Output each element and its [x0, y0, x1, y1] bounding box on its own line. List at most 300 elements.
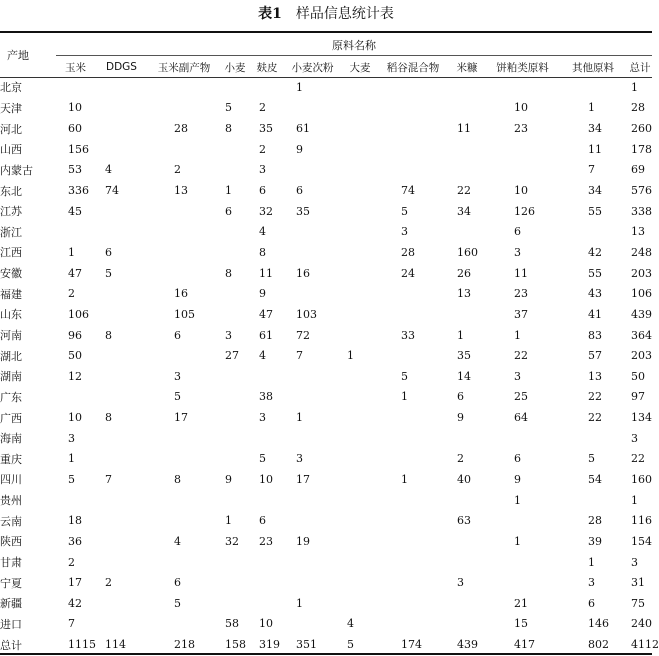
column-header: 米糠	[456, 61, 478, 74]
table-cell: 6	[514, 225, 521, 239]
table-cell: 34	[457, 204, 471, 218]
table-cell	[220, 387, 250, 408]
column-header: 小麦次粉	[291, 61, 334, 74]
table-cell: 156	[68, 142, 89, 156]
table-cell: 2	[174, 163, 181, 177]
table-row	[0, 387, 652, 408]
table-cell: 47	[68, 266, 82, 280]
table-cell: 22	[514, 349, 528, 363]
table-cell: 74	[105, 184, 119, 198]
table-cell	[341, 98, 379, 119]
column-header: DDGS	[106, 61, 137, 73]
table-cell: 57	[588, 349, 602, 363]
row-label: 河北	[0, 122, 22, 136]
table-cell	[379, 118, 447, 139]
row-label: 甘肃	[0, 556, 22, 570]
table-cell: 7	[588, 163, 595, 177]
column-header: 大麦	[349, 61, 371, 74]
table-cell: 9	[457, 411, 464, 425]
table-cell: 3	[631, 555, 638, 569]
table-cell: 34	[588, 184, 602, 198]
table-row	[0, 614, 652, 635]
table-cell	[341, 180, 379, 201]
table-row	[0, 572, 652, 593]
table-cell: 154	[631, 534, 652, 548]
table-cell: 3	[296, 452, 303, 466]
table-cell	[95, 345, 148, 366]
table-cell	[284, 552, 341, 573]
table-cell: 13	[174, 184, 188, 198]
table-cell	[379, 77, 447, 98]
table-cell: 5	[174, 596, 181, 610]
row-label: 贵州	[0, 494, 22, 508]
table-cell	[379, 531, 447, 552]
table-cell	[487, 428, 558, 449]
row-label: 广西	[0, 411, 22, 425]
table-cell	[250, 490, 284, 511]
table-cell: 106	[631, 287, 652, 301]
origin-header: 产地	[7, 49, 29, 62]
table-cell: 9	[225, 472, 232, 486]
column-header: 饼粕类原料	[496, 61, 549, 74]
table-cell: 1	[225, 514, 232, 528]
row-label: 天津	[0, 101, 22, 115]
table-cell: 3	[259, 163, 266, 177]
table-cell	[447, 77, 487, 98]
table-cell: 26	[457, 266, 471, 280]
table-cell	[95, 118, 148, 139]
table-cell	[447, 428, 487, 449]
table-cell	[379, 304, 447, 325]
table-cell: 31	[631, 576, 645, 590]
table-cell: 1	[514, 493, 521, 507]
table-cell: 802	[588, 638, 609, 652]
table-cell: 116	[631, 514, 652, 528]
table-cell	[148, 345, 220, 366]
table-cell: 10	[259, 472, 273, 486]
table-cell: 60	[68, 122, 82, 136]
table-cell	[250, 77, 284, 98]
table-cell	[341, 77, 379, 98]
table-cell	[447, 160, 487, 181]
table-cell: 42	[68, 596, 82, 610]
table-cell	[341, 325, 379, 346]
table-cell: 5	[347, 638, 354, 652]
row-label: 山东	[0, 308, 22, 322]
table-cell	[284, 283, 341, 304]
table-cell	[250, 593, 284, 614]
table-cell: 146	[588, 617, 609, 631]
table-cell	[220, 304, 250, 325]
table-cell: 96	[68, 328, 82, 342]
table-cell	[379, 345, 447, 366]
table-row	[0, 242, 652, 263]
table-cell: 63	[457, 514, 471, 528]
table-cell	[95, 614, 148, 635]
table-cell	[341, 490, 379, 511]
table-cell	[220, 593, 250, 614]
table-cell: 47	[259, 307, 273, 321]
table-row	[0, 345, 652, 366]
table-row	[0, 510, 652, 531]
table-cell: 12	[68, 369, 82, 383]
table-cell	[341, 201, 379, 222]
table-cell: 1	[401, 472, 408, 486]
table-cell	[341, 449, 379, 470]
table-cell	[558, 490, 628, 511]
table-cell: 40	[457, 472, 471, 486]
table-cell	[558, 428, 628, 449]
table-cell: 15	[514, 617, 528, 631]
table-cell	[284, 614, 341, 635]
table-cell: 28	[174, 122, 188, 136]
table-cell	[341, 387, 379, 408]
table-row	[0, 283, 652, 304]
table-cell: 17	[174, 411, 188, 425]
table-cell: 5	[401, 369, 408, 383]
table-cell: 3	[401, 225, 408, 239]
row-label: 安徽	[0, 267, 22, 281]
table-cell	[558, 221, 628, 242]
table-cell	[284, 98, 341, 119]
table-cell: 203	[631, 266, 652, 280]
table-cell	[341, 531, 379, 552]
table-cell: 61	[259, 328, 273, 342]
table-cell	[284, 221, 341, 242]
table-cell	[284, 490, 341, 511]
table-cell: 27	[225, 349, 239, 363]
table-cell: 103	[296, 307, 317, 321]
table-row	[0, 552, 652, 573]
table-cell	[447, 139, 487, 160]
table-cell	[284, 387, 341, 408]
row-label: 浙江	[0, 225, 22, 239]
row-label: 云南	[0, 514, 22, 528]
table-cell: 25	[514, 390, 528, 404]
table-cell: 83	[588, 328, 602, 342]
table-row	[0, 304, 652, 325]
table-cell: 8	[105, 328, 112, 342]
table-cell: 3	[225, 328, 232, 342]
table-cell: 5	[174, 390, 181, 404]
table-cell	[379, 139, 447, 160]
table-cell: 34	[588, 122, 602, 136]
table-cell	[341, 407, 379, 428]
table-cell: 1	[401, 390, 408, 404]
table-cell: 576	[631, 184, 652, 198]
table-cell: 3	[588, 576, 595, 590]
table-cell: 336	[68, 184, 89, 198]
table-cell	[220, 283, 250, 304]
row-label: 宁夏	[0, 576, 22, 590]
bottom-rule	[0, 653, 652, 655]
table-cell: 2	[259, 101, 266, 115]
table-cell: 134	[631, 411, 652, 425]
table-cell: 6	[174, 328, 181, 342]
table-row	[0, 98, 652, 119]
table-row	[0, 490, 652, 511]
row-label: 山西	[0, 143, 22, 157]
table-cell	[341, 572, 379, 593]
table-cell	[284, 572, 341, 593]
table-cell	[220, 160, 250, 181]
table-cell: 10	[514, 184, 528, 198]
row-label: 东北	[0, 184, 22, 198]
table-cell: 22	[588, 411, 602, 425]
table-cell	[379, 572, 447, 593]
table-cell: 248	[631, 245, 652, 259]
table-cell	[447, 490, 487, 511]
table-row	[0, 180, 652, 201]
table-cell: 33	[401, 328, 415, 342]
table-cell: 22	[457, 184, 471, 198]
table-cell: 3	[68, 431, 75, 445]
column-group-header: 原料名称	[332, 39, 376, 52]
column-header: 稻谷混合物	[386, 61, 440, 74]
table-cell: 6	[105, 245, 112, 259]
top-rule	[0, 31, 652, 33]
table-cell	[379, 510, 447, 531]
row-label: 海南	[0, 432, 22, 446]
table-cell: 72	[296, 328, 310, 342]
table-cell: 8	[225, 266, 232, 280]
table-row	[0, 118, 652, 139]
table-cell	[148, 490, 220, 511]
table-cell	[379, 614, 447, 635]
table-cell: 218	[174, 638, 195, 652]
table-cell	[447, 221, 487, 242]
row-label: 总计	[0, 638, 22, 652]
table-cell	[447, 614, 487, 635]
table-cell	[148, 263, 220, 284]
table-cell	[341, 304, 379, 325]
table-cell: 160	[631, 472, 652, 486]
table-cell: 8	[105, 411, 112, 425]
table-cell	[341, 593, 379, 614]
table-cell: 5	[401, 204, 408, 218]
table-cell: 75	[631, 596, 645, 610]
table-cell: 28	[631, 101, 645, 115]
table-row	[0, 428, 652, 449]
table-cell: 1	[225, 184, 232, 198]
table-cell: 203	[631, 349, 652, 363]
table-cell	[341, 428, 379, 449]
table-cell: 1	[514, 328, 521, 342]
table-cell	[487, 552, 558, 573]
table-cell	[341, 160, 379, 181]
table-cell: 37	[514, 307, 528, 321]
table-cell: 319	[259, 638, 280, 652]
table-cell: 160	[457, 245, 478, 259]
table-cell: 1	[457, 328, 464, 342]
table-cell	[148, 98, 220, 119]
table-cell	[95, 449, 148, 470]
table-cell: 3	[514, 369, 521, 383]
table-cell: 38	[259, 390, 273, 404]
table-cell: 3	[514, 245, 521, 259]
table-cell	[95, 304, 148, 325]
table-cell: 13	[631, 225, 645, 239]
table-cell	[284, 428, 341, 449]
table-cell	[95, 221, 148, 242]
table-cell: 74	[401, 184, 415, 198]
table-cell: 7	[296, 349, 303, 363]
table-cell	[95, 366, 148, 387]
table-cell	[341, 469, 379, 490]
table-cell: 10	[68, 101, 82, 115]
row-label: 湖北	[0, 349, 22, 363]
row-label: 内蒙古	[0, 163, 33, 177]
column-header: 其他原料	[572, 61, 614, 74]
table-cell: 36	[68, 534, 82, 548]
table-cell: 2	[259, 142, 266, 156]
table-row	[0, 531, 652, 552]
row-label: 进口	[0, 617, 22, 631]
table-cell	[284, 242, 341, 263]
table-cell	[95, 98, 148, 119]
table-cell	[250, 572, 284, 593]
table-cell	[148, 242, 220, 263]
table-cell: 61	[296, 122, 310, 136]
table-cell: 126	[514, 204, 535, 218]
table-cell	[56, 221, 95, 242]
sample-statistics-table	[0, 57, 659, 655]
table-cell: 6	[174, 576, 181, 590]
table-cell	[341, 283, 379, 304]
table-cell: 64	[514, 411, 528, 425]
table-cell: 4	[259, 349, 266, 363]
table-cell	[341, 263, 379, 284]
table-cell	[447, 552, 487, 573]
table-cell	[220, 242, 250, 263]
table-cell	[95, 593, 148, 614]
table-cell: 53	[68, 163, 82, 177]
table-cell: 6	[514, 452, 521, 466]
table-cell	[220, 366, 250, 387]
table-row	[0, 366, 652, 387]
table-cell	[447, 98, 487, 119]
row-label: 湖南	[0, 370, 22, 384]
table-cell	[148, 614, 220, 635]
group-rule	[56, 55, 652, 56]
table-cell: 1	[588, 101, 595, 115]
table-cell: 1	[296, 411, 303, 425]
table-cell	[148, 449, 220, 470]
table-cell	[220, 221, 250, 242]
table-cell: 2	[68, 555, 75, 569]
table-cell	[220, 449, 250, 470]
table-cell: 22	[631, 452, 645, 466]
row-label: 河南	[0, 329, 22, 342]
table-cell: 55	[588, 204, 602, 218]
row-label: 福建	[0, 287, 22, 301]
table-cell: 50	[631, 369, 645, 383]
table-cell	[220, 552, 250, 573]
table-cell	[148, 221, 220, 242]
column-header: 麸皮	[256, 61, 278, 74]
table-cell: 2	[105, 576, 112, 590]
table-cell: 23	[514, 122, 528, 136]
table-cell	[148, 552, 220, 573]
table-body	[0, 77, 659, 655]
table-cell	[250, 552, 284, 573]
table-cell	[220, 407, 250, 428]
table-cell: 8	[259, 245, 266, 259]
table-cell	[148, 77, 220, 98]
table-cell: 35	[296, 204, 310, 218]
row-label: 江西	[0, 246, 22, 260]
row-label: 四川	[0, 473, 22, 487]
table-caption	[0, 3, 652, 23]
table-cell: 1	[296, 596, 303, 610]
table-cell: 3	[259, 411, 266, 425]
table-row	[0, 77, 652, 98]
table-cell: 5	[259, 452, 266, 466]
table-cell: 10	[68, 411, 82, 425]
table-cell: 4	[105, 163, 112, 177]
table-cell: 5	[105, 266, 112, 280]
table-cell	[56, 77, 95, 98]
table-cell: 11	[259, 266, 273, 280]
table-cell: 32	[259, 204, 273, 218]
table-cell	[220, 428, 250, 449]
table-cell: 1	[68, 245, 75, 259]
table-cell: 351	[296, 638, 317, 652]
row-label: 北京	[0, 81, 22, 95]
table-cell	[148, 428, 220, 449]
table-cell: 69	[631, 163, 645, 177]
table-cell: 8	[225, 122, 232, 136]
table-cell	[487, 160, 558, 181]
table-cell: 3	[631, 431, 638, 445]
table-cell	[95, 428, 148, 449]
table-cell	[341, 139, 379, 160]
column-header: 小麦	[224, 61, 246, 74]
table-cell: 50	[68, 349, 82, 363]
table-number: 表1	[258, 6, 282, 22]
table-cell	[95, 531, 148, 552]
table-cell: 17	[296, 472, 310, 486]
table-cell: 114	[105, 638, 126, 652]
table-cell: 11	[588, 142, 602, 156]
table-cell: 1	[631, 80, 638, 94]
table-row	[0, 634, 652, 655]
table-cell: 6	[259, 184, 266, 198]
table-cell: 41	[588, 307, 602, 321]
table-cell: 1	[347, 349, 354, 363]
table-cell	[379, 98, 447, 119]
table-cell: 1	[514, 534, 521, 548]
table-cell: 10	[259, 617, 273, 631]
table-cell	[95, 139, 148, 160]
table-cell: 6	[457, 390, 464, 404]
table-cell: 11	[457, 122, 471, 136]
table-cell	[95, 77, 148, 98]
table-cell	[341, 552, 379, 573]
table-cell	[379, 552, 447, 573]
table-cell: 9	[514, 472, 521, 486]
table-cell: 106	[68, 307, 89, 321]
table-cell: 9	[296, 142, 303, 156]
table-cell: 9	[259, 287, 266, 301]
table-cell: 1	[588, 555, 595, 569]
table-cell: 28	[588, 514, 602, 528]
table-cell: 28	[401, 245, 415, 259]
table-cell: 13	[588, 369, 602, 383]
table-cell: 4	[259, 225, 266, 239]
table-cell	[341, 510, 379, 531]
table-cell	[341, 242, 379, 263]
